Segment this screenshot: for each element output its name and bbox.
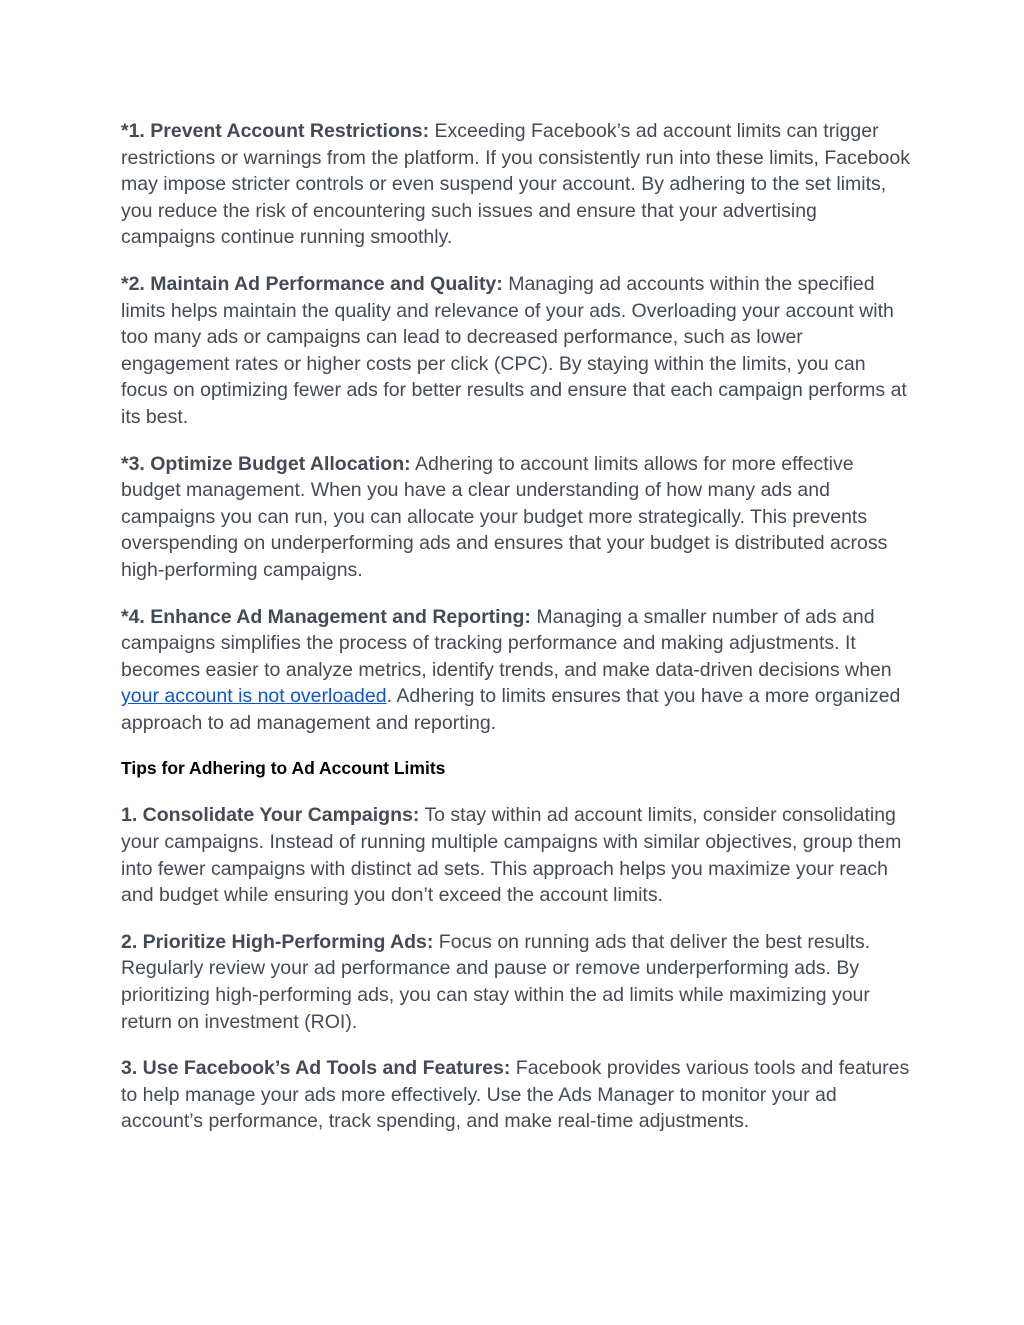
reason-title: *2. Maintain Ad Performance and Quality: — [121, 272, 503, 295]
tip-title: 3. Use Facebook’s Ad Tools and Features: — [121, 1057, 511, 1080]
reason-title: *3. Optimize Budget Allocation: — [121, 452, 411, 475]
reason-body: Exceeding Facebook’s ad account limits can trigger restrictions or warnings from the platform. If you consistently run into these limits, Facebook may impose stricter controls or even suspend your account. By adhering to the set limits, you reduce the risk of encountering such issues and ensure that your advertising campaigns continue running smoothly. — [121, 120, 910, 249]
tip-title: 1. Consolidate Your Campaigns: — [121, 804, 420, 827]
tip-body: Facebook provides various tools and features to help manage your ads more effectively. Use the Ads Manager to monitor your ad account’s performance, track spending, and make real-time adjustments. — [121, 1057, 910, 1133]
reason-title: *4. Enhance Ad Management and Reporting: — [121, 605, 531, 628]
reason-paragraph-1 — [121, 118, 911, 251]
reason-body-continued: . Adhering to limits ensures that you have a more organized approach to ad management and reporting. — [121, 685, 901, 734]
reason-title: *1. Prevent Account Restrictions: — [121, 120, 430, 142]
tips-heading: Tips for Adhering to Ad Account Limits — [121, 758, 446, 779]
tip-title: 2. Prioritize High-Performing Ads: — [121, 930, 434, 953]
reason-paragraph-4 — [121, 604, 911, 737]
reason-paragraph-3 — [121, 451, 911, 584]
tip-paragraph-3 — [121, 1055, 911, 1135]
reason-body: Managing a smaller number of ads and campaigns simplifies the process of tracking performance and making adjustments. It becomes easier to analyze metrics, identify trends, and make data-driven decisions when — [121, 605, 892, 681]
reason-body: Managing ad accounts within the specified limits helps maintain the quality and relevance of your ads. Overloading your account with too many ads or campaigns can lead to decreased performance, such as lower engagement rates or higher costs per click (CPC). By staying within the limits, you can focus on optimizing fewer ads for better results and ensure that each campaign performs at its best. — [121, 272, 907, 428]
document-page — [121, 118, 911, 1155]
tip-paragraph-2 — [121, 929, 911, 1035]
tip-body: Focus on running ads that deliver the best results. Regularly review your ad performance and pause or remove underperforming ads. By prioritizing high-performing ads, you can stay within the ad limits while maximizing your return on investment (ROI). — [121, 930, 871, 1033]
reason-body: Adhering to account limits allows for more effective budget management. When you have a clear understanding of how many ads and campaigns you can run, you can allocate your budget more strategically. This prevents overspending on underperforming ads and ensures that your budget is distributed across high-performing campaigns. — [121, 452, 888, 581]
tip-paragraph-1 — [121, 802, 911, 908]
reason-paragraph-2 — [121, 271, 911, 431]
account-not-overloaded-link[interactable]: your account is not overloaded — [121, 685, 387, 708]
tip-body: To stay within ad account limits, consider consolidating your campaigns. Instead of running multiple campaigns with similar objectives, group them into fewer campaigns with distinct ad sets. This approach helps you maximize your reach and budget while ensuring you don’t exceed the account limits. — [121, 804, 902, 907]
